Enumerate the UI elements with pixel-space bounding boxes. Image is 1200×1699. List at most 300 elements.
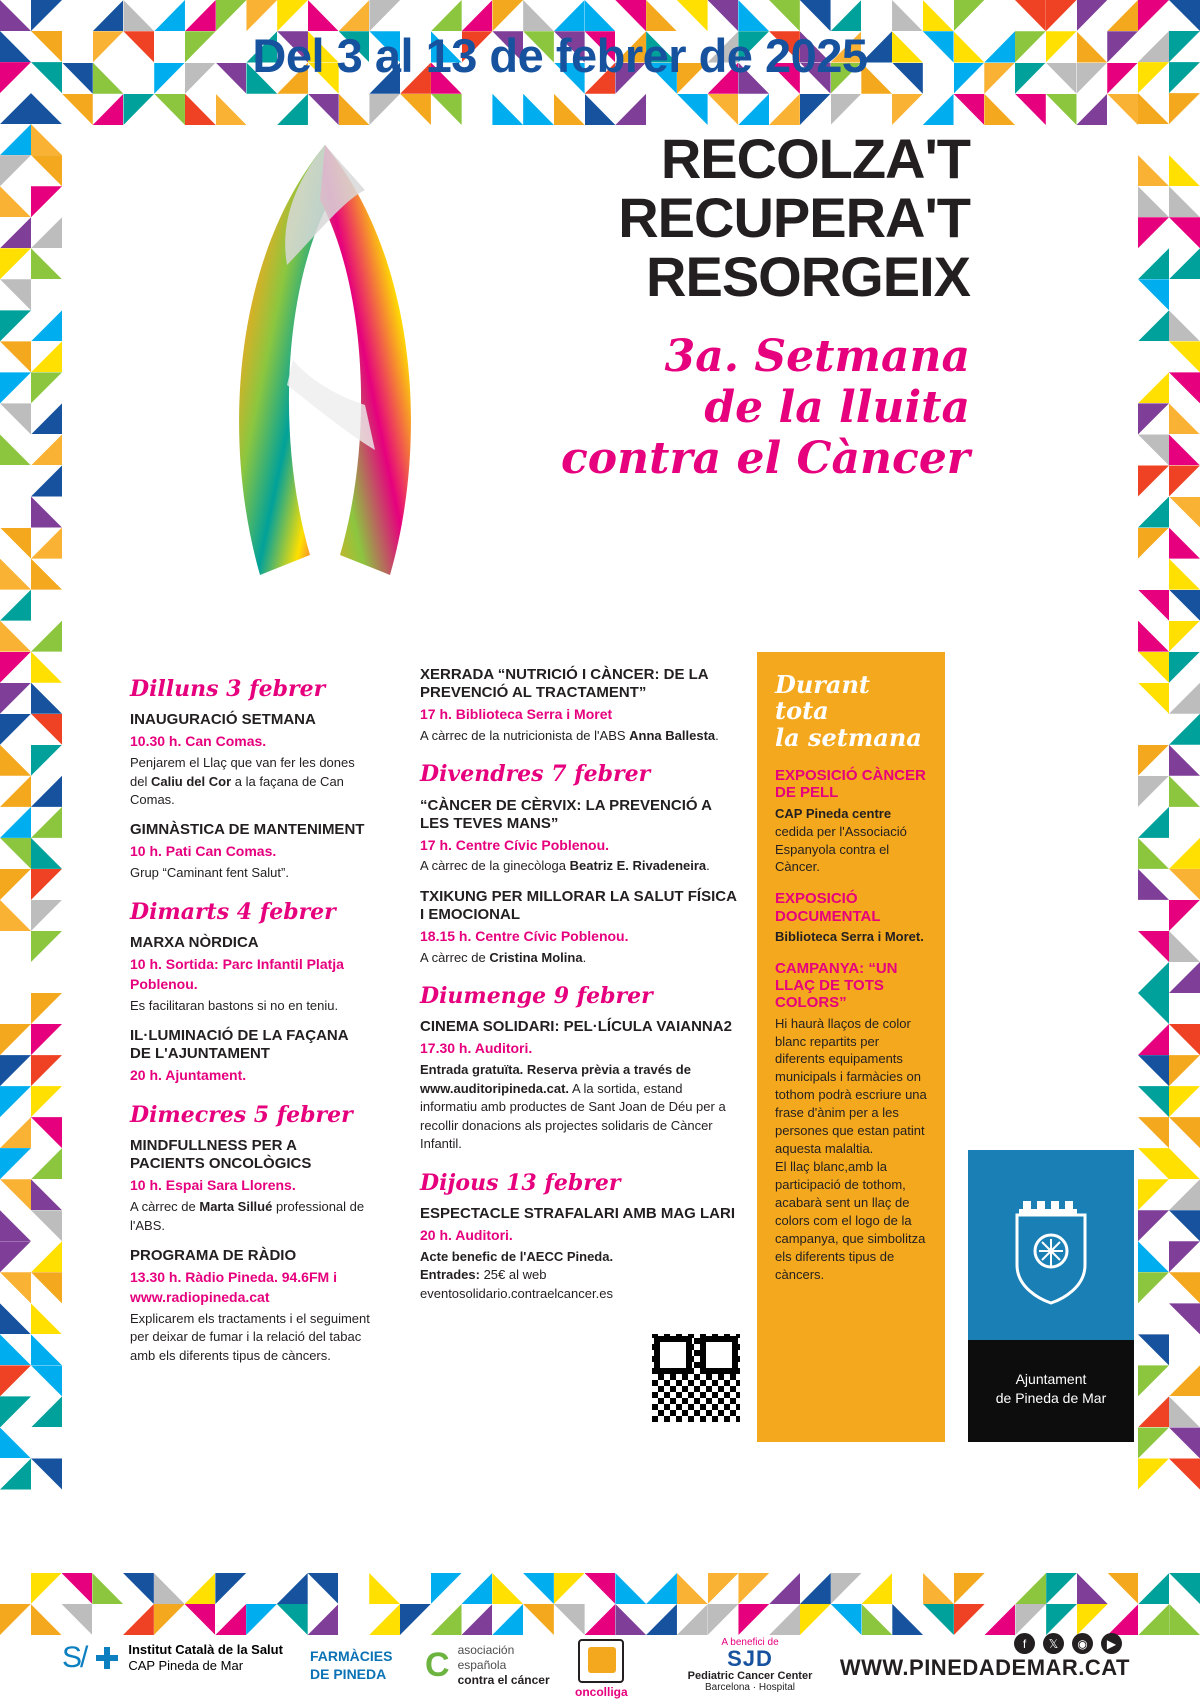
decorative-triangle: [738, 94, 769, 125]
decorative-triangle: [615, 1573, 646, 1604]
decorative-triangle: [1169, 465, 1200, 496]
coat-of-arms-icon: [968, 1150, 1134, 1340]
decorative-triangle: [1138, 559, 1169, 590]
decorative-triangle: [646, 1604, 677, 1635]
decorative-triangle: [0, 993, 31, 1024]
decorative-triangle: [646, 0, 677, 31]
sjd-name: SJD: [727, 1646, 773, 1671]
aecc-line-3: contra el cáncer: [457, 1673, 550, 1687]
youtube-icon[interactable]: ▶: [1101, 1633, 1122, 1654]
event-description: Explicarem els tractaments i el seguiment per deixar de fumar i la relació del tabac amb els diferents tipus de càncers.: [130, 1310, 370, 1363]
decorative-triangle: [400, 1573, 431, 1604]
decorative-triangle: [277, 1604, 308, 1635]
decorative-triangle: [1138, 1086, 1169, 1117]
decorative-triangle: [0, 714, 31, 745]
decorative-triangle: [62, 63, 93, 94]
decorative-triangle: [246, 0, 277, 31]
decorative-triangle: [62, 1604, 93, 1635]
decorative-triangle: [1169, 559, 1200, 590]
decorative-triangle: [31, 155, 62, 186]
decorative-triangle: [1169, 1396, 1200, 1427]
decorative-triangle: [800, 0, 831, 31]
event-title: MINDFULLNESS PER A PACIENTS ONCOLÒGICS: [130, 1137, 312, 1173]
decorative-triangle: [1138, 962, 1169, 993]
decorative-triangle: [523, 1604, 554, 1635]
program-column-right: [420, 660, 740, 1315]
decorative-triangle: [0, 1303, 31, 1334]
decorative-triangle: [62, 0, 93, 31]
decorative-triangle: [338, 1573, 369, 1604]
decorative-triangle: [1169, 1241, 1200, 1272]
event-description: Entrada gratuïta. Reserva prèvia a través de www.auditoripineda.cat. A la sortida, estand informatiu amb productes de Sant Joan de Déu per a recollir donacions als projectes solidaris de Càncer Infantil.: [420, 1062, 726, 1152]
decorative-triangle: [923, 94, 954, 125]
decorative-triangle: [1077, 63, 1108, 94]
decorative-triangle: [31, 279, 62, 310]
decorative-triangle: [1169, 1334, 1200, 1365]
decorative-triangle: [1138, 1334, 1169, 1365]
decorative-triangle: [1046, 1604, 1077, 1635]
decorative-triangle: [1138, 1117, 1169, 1148]
decorative-triangle: [1108, 1573, 1139, 1604]
decorative-triangle: [31, 403, 62, 434]
decorative-triangle: [1015, 63, 1046, 94]
decorative-triangle: [1138, 186, 1169, 217]
decorative-triangle: [554, 94, 585, 125]
decorative-triangle: [154, 0, 185, 31]
decorative-triangle: [31, 807, 62, 838]
decorative-triangle: [523, 1573, 554, 1604]
facebook-icon[interactable]: f: [1014, 1633, 1035, 1654]
decorative-triangle: [31, 745, 62, 776]
social-links[interactable]: [1014, 1633, 1122, 1654]
decorative-triangle: [0, 869, 31, 900]
event-title: “CÀNCER DE CÈRVIX: LA PREVENCIÓ A LES TEVES MANS”: [420, 796, 712, 832]
decorative-triangle: [984, 94, 1015, 125]
decorative-triangle: [769, 1604, 800, 1635]
decorative-triangle: [31, 341, 62, 372]
decorative-triangle: [62, 31, 93, 62]
program-day-heading: Dilluns 3 febrer: [130, 676, 326, 702]
sjd-sub2: Barcelona · Hospital: [704, 1682, 796, 1693]
decorative-triangle: [923, 1573, 954, 1604]
decorative-triangle: [0, 1210, 31, 1241]
decorative-triangle: [1138, 869, 1169, 900]
decorative-triangle: [554, 1573, 585, 1604]
decorative-triangle: [861, 94, 892, 125]
decorative-triangle: [492, 0, 523, 31]
decorative-triangle: [31, 1086, 62, 1117]
decorative-triangle: [0, 590, 31, 621]
decorative-triangle: [1169, 93, 1200, 124]
decorative-triangle: [31, 497, 62, 528]
decorative-triangle: [123, 0, 154, 31]
decorative-triangle: [1138, 403, 1169, 434]
decorative-border-right: [1138, 0, 1200, 1490]
decorative-triangle: [31, 621, 62, 652]
all-week-block-heading: CAMPANYA: “UN LLAÇ DE TOTS COLORS”: [775, 959, 898, 1012]
decorative-triangle: [31, 1179, 62, 1210]
event-title: IL·LUMINACIÓ DE LA FAÇANA DE L'AJUNTAMENT: [130, 1027, 349, 1063]
ics-line-2: CAP Pineda de Mar: [128, 1658, 244, 1673]
decorative-triangle: [0, 1055, 31, 1086]
event-description: Penjarem el Llaç que van fer les dones del Caliu del Cor a la façana de Can Comas.: [130, 755, 355, 808]
website-url[interactable]: WWW.PINEDADEMAR.CAT: [839, 1655, 1130, 1680]
decorative-triangle: [154, 1573, 185, 1604]
decorative-triangle: [861, 0, 892, 31]
event-time-place: 10.30 h. Can Comas.: [130, 733, 267, 750]
sjd-benefit-label: A benefici de: [721, 1637, 779, 1648]
decorative-triangle: [308, 1573, 339, 1604]
all-week-block-body: CAP Pineda centre cedida per l'Associació Espanyola contra el Càncer.: [775, 805, 907, 875]
decorative-triangle: [0, 1272, 31, 1303]
decorative-triangle: [1138, 1303, 1169, 1334]
program-column-left: [130, 660, 370, 1377]
ajuntament-line-2: de Pineda de Mar: [995, 1389, 1107, 1406]
decorative-triangle: [1107, 94, 1138, 125]
all-week-block-heading: EXPOSICIÓ CÀNCER DE PELL: [775, 767, 926, 802]
event-title: TXIKUNG PER MILLORAR LA SALUT FÍSICA I EMOCIONAL: [420, 887, 737, 923]
decorative-triangle: [1169, 869, 1200, 900]
decorative-triangle: [1138, 124, 1169, 155]
decorative-triangle: [862, 1573, 893, 1604]
oncolliga-icon: [578, 1639, 624, 1683]
decorative-triangle: [1107, 63, 1138, 94]
decorative-triangle: [31, 1272, 62, 1303]
decorative-triangle: [0, 1458, 31, 1489]
decorative-triangle: [1169, 838, 1200, 869]
decorative-triangle: [1169, 652, 1200, 683]
decorative-triangle: [1169, 186, 1200, 217]
decorative-triangle: [1077, 31, 1108, 62]
decorative-triangle: [1046, 31, 1077, 62]
decorative-triangle: [400, 0, 431, 31]
decorative-triangle: [62, 1573, 93, 1604]
decorative-triangle: [1169, 590, 1200, 621]
decorative-triangle: [31, 372, 62, 403]
event-description: A càrrec de la nutricionista de l'ABS Anna Ballesta.: [420, 727, 719, 743]
decorative-triangle: [800, 94, 831, 125]
decorative-triangle: [31, 217, 62, 248]
decorative-triangle: [431, 1604, 462, 1635]
decorative-triangle: [708, 0, 739, 31]
qr-code[interactable]: [648, 1330, 744, 1426]
decorative-triangle: [1138, 1365, 1169, 1396]
decorative-triangle: [31, 931, 62, 962]
decorative-triangle: [1169, 1055, 1200, 1086]
decorative-triangle: [0, 621, 31, 652]
decorative-triangle: [154, 1604, 185, 1635]
decorative-triangle: [0, 900, 31, 931]
decorative-triangle: [1169, 1148, 1200, 1179]
decorative-triangle: [1046, 0, 1077, 31]
decorative-triangle: [0, 217, 31, 248]
decorative-triangle: [1138, 217, 1169, 248]
decorative-triangle: [1169, 1024, 1200, 1055]
decorative-triangle: [1138, 31, 1169, 62]
decorative-triangle: [985, 1573, 1016, 1604]
decorative-triangle: [0, 652, 31, 683]
aecc-line-2: española: [457, 1658, 507, 1672]
decorative-triangle: [246, 1573, 277, 1604]
decorative-triangle: [677, 94, 708, 125]
decorative-triangle: [954, 0, 985, 31]
footer-logos: [0, 1635, 1200, 1697]
decorative-triangle: [0, 341, 31, 372]
event-title: MARXA NÒRDICA: [130, 934, 259, 952]
decorative-triangle: [93, 94, 124, 125]
decorative-triangle: [1169, 900, 1200, 931]
decorative-triangle: [31, 838, 62, 869]
decorative-triangle: [1138, 993, 1169, 1024]
decorative-triangle: [831, 1604, 862, 1635]
instagram-icon[interactable]: ◉: [1072, 1633, 1093, 1654]
decorative-triangle: [0, 62, 31, 93]
decorative-triangle: [339, 0, 370, 31]
event-title: PROGRAMA DE RÀDIO: [130, 1247, 297, 1265]
decorative-triangle: [215, 1573, 246, 1604]
decorative-triangle: [1138, 434, 1169, 465]
decorative-triangle: [1138, 1573, 1169, 1604]
decorative-triangle: [1169, 714, 1200, 745]
decorative-triangle: [1046, 63, 1077, 94]
subtitle-line-2: de la lluita: [704, 381, 970, 433]
oncolliga-label: oncolliga: [575, 1685, 628, 1699]
decorative-triangle: [1169, 1573, 1200, 1604]
decorative-triangle: [1077, 94, 1108, 125]
decorative-triangle: [677, 1604, 708, 1635]
decorative-triangle: [31, 62, 62, 93]
decorative-triangle: [462, 1573, 493, 1604]
decorative-triangle: [1169, 1427, 1200, 1458]
decorative-triangle: [92, 1573, 123, 1604]
decorative-triangle: [185, 1573, 216, 1604]
decorative-triangle: [277, 1573, 308, 1604]
decorative-triangle: [0, 186, 31, 217]
decorative-triangle: [738, 1604, 769, 1635]
decorative-triangle: [0, 372, 31, 403]
decorative-triangle: [31, 1396, 62, 1427]
program-day-heading: Dijous 13 febrer: [420, 1169, 621, 1196]
all-week-title-line-1: Durant tota: [775, 670, 870, 726]
decorative-triangle: [677, 1573, 708, 1604]
decorative-triangle: [1138, 1396, 1169, 1427]
decorative-triangle: [62, 94, 93, 125]
event-time-place: 17.30 h. Auditori.: [420, 1040, 533, 1057]
decorative-triangle: [1077, 1604, 1108, 1635]
decorative-triangle: [92, 1604, 123, 1635]
page-title: Del 3 al 13 de febrer de 2025: [252, 29, 868, 82]
ajuntament-logo: [968, 1150, 1134, 1442]
decorative-triangle: [1046, 94, 1077, 125]
decorative-triangle: [646, 1573, 677, 1604]
decorative-triangle: [1169, 403, 1200, 434]
decorative-triangle: [0, 248, 31, 279]
x-icon[interactable]: 𝕏: [1043, 1633, 1064, 1654]
decorative-triangle: [1169, 962, 1200, 993]
decorative-triangle: [1138, 900, 1169, 931]
decorative-triangle: [1138, 590, 1169, 621]
farmacies-line-2: DE PINEDA: [310, 1666, 387, 1683]
event-description: Acte benefic de l'AECC Pineda. Entrades: 25€ al web eventosolidario.contraelcancer.es: [420, 1248, 614, 1301]
event-time-place: 20 h. Ajuntament.: [130, 1067, 247, 1084]
decorative-triangle: [462, 0, 493, 31]
decorative-triangle: [954, 94, 985, 125]
decorative-triangle: [31, 1117, 62, 1148]
decorative-triangle: [0, 683, 31, 714]
decorative-triangle: [31, 31, 62, 62]
decorative-triangle: [1169, 1272, 1200, 1303]
decorative-triangle: [0, 124, 31, 155]
logo-oncolliga: [575, 1639, 628, 1699]
decorative-triangle: [615, 94, 646, 125]
event-title: GIMNÀSTICA DE MANTENIMENT: [130, 821, 365, 839]
ics-mark: S/: [62, 1641, 87, 1674]
decorative-triangle: [1169, 1210, 1200, 1241]
decorative-triangle: [1015, 0, 1046, 31]
decorative-triangle: [185, 0, 216, 31]
decorative-triangle: [93, 31, 124, 62]
decorative-triangle: [1138, 93, 1169, 124]
decorative-triangle: [492, 1573, 523, 1604]
program-day-heading: Divendres 7 febrer: [420, 761, 651, 788]
decorative-triangle: [31, 1427, 62, 1458]
decorative-triangle: [1169, 497, 1200, 528]
decorative-triangle: [0, 838, 31, 869]
event-time-place: 17 h. Centre Cívic Poblenou.: [420, 836, 610, 853]
decorative-triangle: [0, 1604, 31, 1635]
decorative-triangle: [338, 1604, 369, 1635]
decorative-triangle: [554, 0, 585, 31]
logo-aecc: [425, 1643, 550, 1688]
decorative-triangle: [31, 1210, 62, 1241]
decorative-triangle: [1138, 807, 1169, 838]
decorative-triangle: [1077, 1573, 1108, 1604]
decorative-triangle: [1107, 31, 1138, 62]
decorative-triangle: [1169, 0, 1200, 31]
decorative-triangle: [1138, 1427, 1169, 1458]
decorative-triangle: [0, 1179, 31, 1210]
decorative-triangle: [1169, 31, 1200, 62]
decorative-triangle: [31, 124, 62, 155]
decorative-triangle: [369, 0, 400, 31]
decorative-triangle: [0, 1148, 31, 1179]
decorative-triangle: [31, 465, 62, 496]
decorative-triangle: [31, 1303, 62, 1334]
decorative-triangle: [585, 1604, 616, 1635]
event-time-place: 10 h. Sortida: Parc Infantil Platja Poblenou.: [130, 956, 344, 992]
decorative-triangle: [31, 1148, 62, 1179]
decorative-triangle: [1138, 776, 1169, 807]
event-title: CINEMA SOLIDARI: PEL·LÍCULA VAIANNA2: [420, 1018, 732, 1036]
decorative-triangle: [0, 528, 31, 559]
decorative-triangle: [0, 776, 31, 807]
ics-line-1: Institut Català de la Salut: [128, 1641, 283, 1657]
decorative-triangle: [369, 1573, 400, 1604]
event-description: Es facilitaran bastons si no en teniu.: [130, 997, 339, 1013]
event-time-place: 17 h. Biblioteca Serra i Moret: [420, 706, 613, 722]
decorative-triangle: [1138, 1272, 1169, 1303]
event-title: XERRADA “NUTRICIÓ I CÀNCER: DE LA PREVENCIÓ AL TRACTAMENT”: [420, 666, 709, 701]
decorative-triangle: [462, 1604, 493, 1635]
decorative-triangle: [923, 1604, 954, 1635]
decorative-triangle: [0, 31, 31, 62]
decorative-triangle: [1169, 217, 1200, 248]
decorative-triangle: [1138, 341, 1169, 372]
decorative-triangle: [0, 807, 31, 838]
decorative-triangle: [1169, 1458, 1200, 1489]
decorative-triangle: [892, 94, 923, 125]
decorative-triangle: [31, 776, 62, 807]
decorative-triangle: [1169, 279, 1200, 310]
event-description: Grup “Caminant fent Salut”.: [130, 865, 289, 881]
decorative-triangle: [0, 1117, 31, 1148]
decorative-triangle: [708, 94, 739, 125]
aecc-c-icon: C: [425, 1646, 450, 1684]
decorative-triangle: [0, 465, 31, 496]
decorative-triangle: [1169, 776, 1200, 807]
decorative-triangle: [277, 0, 308, 31]
decorative-triangle: [1077, 0, 1108, 31]
decorative-triangle: [1169, 1117, 1200, 1148]
all-week-title-line-2: la setmana: [775, 722, 922, 752]
decorative-triangle: [31, 962, 62, 993]
decorative-triangle: [615, 0, 646, 31]
decorative-triangle: [1138, 528, 1169, 559]
decorative-triangle: [1015, 31, 1046, 62]
decorative-triangle: [831, 94, 862, 125]
decorative-triangle: [246, 1604, 277, 1635]
decorative-triangle: [0, 155, 31, 186]
event-time-place: 20 h. Auditori.: [420, 1226, 513, 1243]
decorative-triangle: [1138, 621, 1169, 652]
decorative-triangle: [1169, 434, 1200, 465]
decorative-triangle: [0, 434, 31, 465]
event-time-place: 10 h. Pati Can Comas.: [130, 843, 277, 860]
decorative-triangle: [0, 310, 31, 341]
decorative-triangle: [1169, 1604, 1200, 1635]
decorative-triangle: [31, 1334, 62, 1365]
decorative-triangle: [31, 1024, 62, 1055]
decorative-triangle: [31, 683, 62, 714]
logo-sjd: [660, 1637, 840, 1693]
decorative-triangle: [31, 900, 62, 931]
decorative-triangle: [954, 1573, 985, 1604]
decorative-triangle: [0, 0, 31, 31]
decorative-triangle: [0, 1365, 31, 1396]
decorative-triangle: [1138, 62, 1169, 93]
decorative-triangle: [1169, 62, 1200, 93]
event-time-place: 13.30 h. Ràdio Pineda. 94.6FM i www.radiopineda.cat: [130, 1269, 337, 1305]
decorative-triangle: [585, 1573, 616, 1604]
decorative-triangle: [31, 869, 62, 900]
decorative-triangle: [31, 434, 62, 465]
decorative-border-left: [0, 0, 62, 1490]
decorative-triangle: [892, 1604, 923, 1635]
decorative-triangle: [1169, 155, 1200, 186]
program-day-heading: Dimarts 4 febrer: [130, 898, 336, 925]
decorative-triangle: [615, 1604, 646, 1635]
decorative-triangle: [769, 0, 800, 31]
subtitle-line-3: contra el Càncer: [561, 432, 970, 484]
decorative-triangle: [31, 93, 62, 124]
decorative-triangle: [31, 528, 62, 559]
decorative-border-bottom: [0, 1573, 1200, 1635]
decorative-triangle: [646, 94, 677, 125]
decorative-triangle: [708, 1604, 739, 1635]
decorative-triangle: [1138, 1241, 1169, 1272]
logo-institut-catala-salut: [62, 1641, 283, 1675]
decorative-triangle: [1015, 94, 1046, 125]
